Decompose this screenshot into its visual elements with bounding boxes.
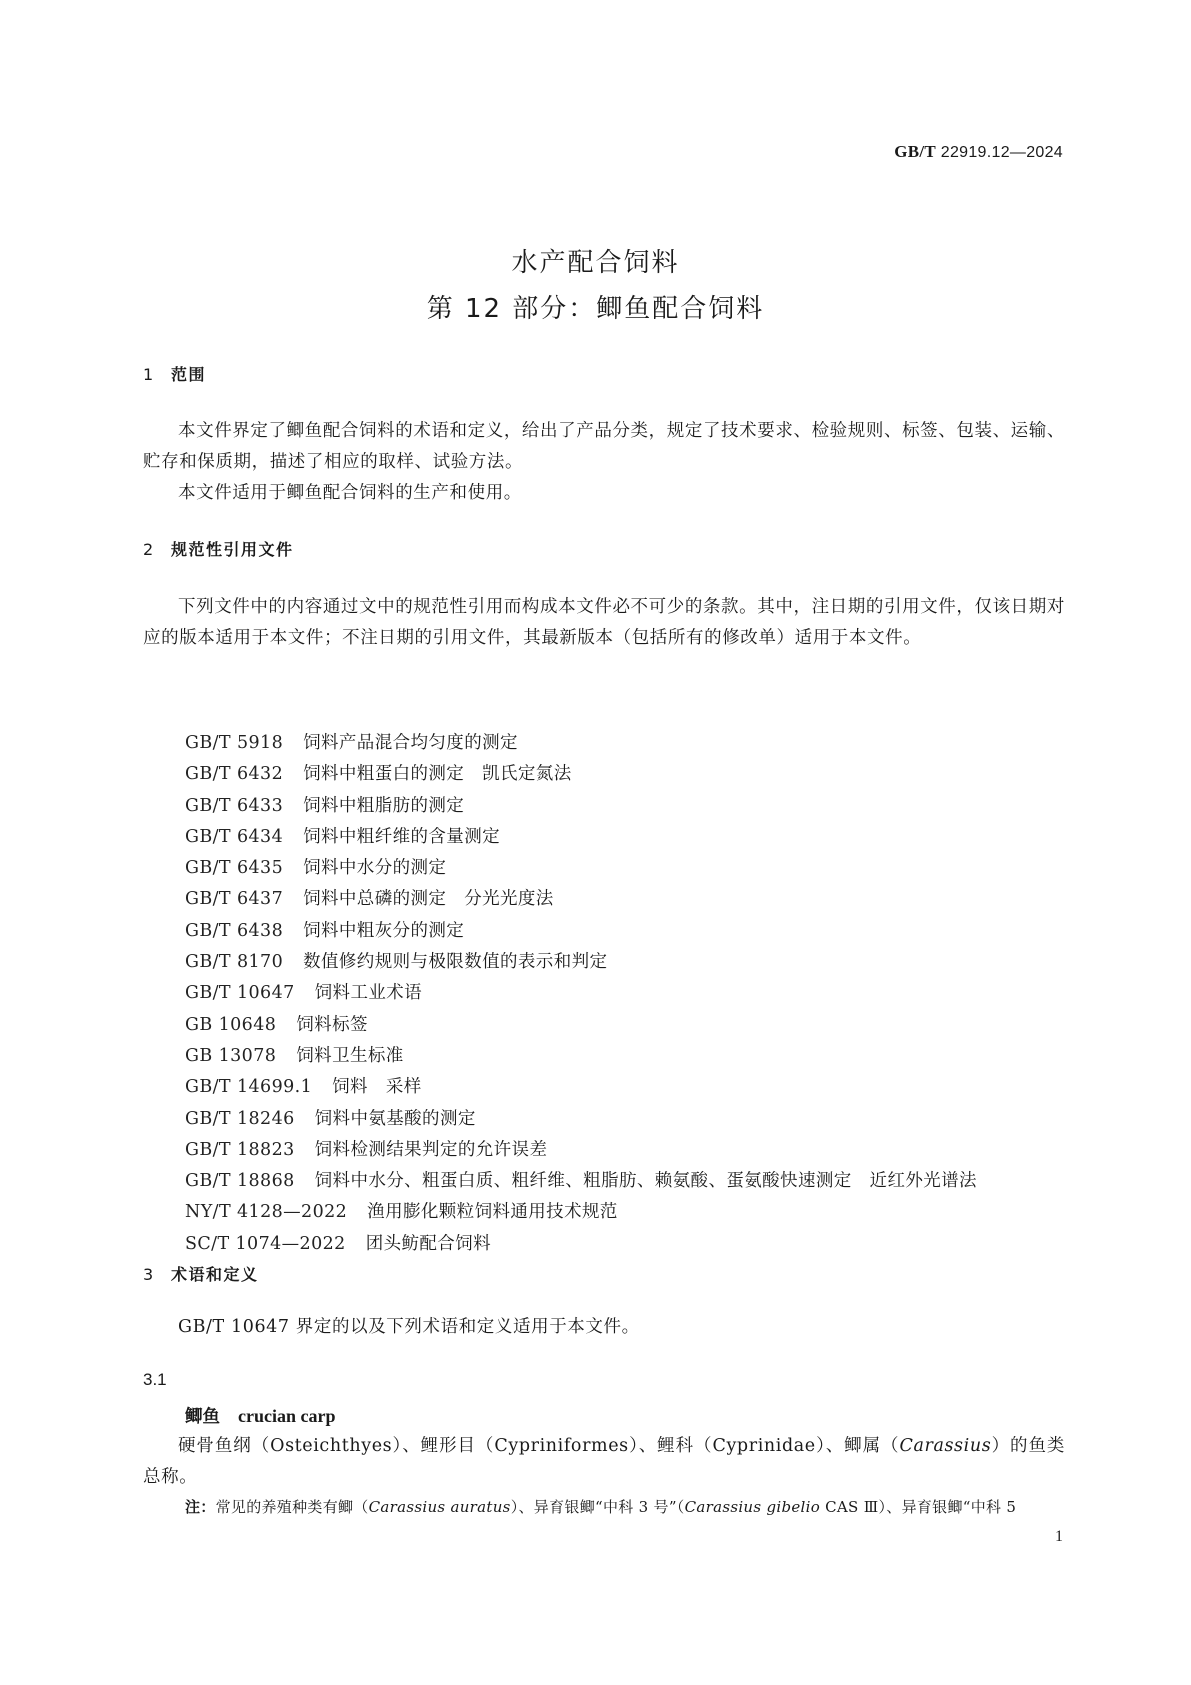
term-definition <box>143 1431 1065 1493</box>
reference-item <box>185 884 977 915</box>
term-note <box>185 1496 1065 1517</box>
term-english: crucian carp <box>238 1406 336 1426</box>
reference-item <box>185 1010 977 1041</box>
reference-item <box>185 822 977 853</box>
reference-title: 饲料中总磷的测定 分光光度法 <box>303 889 554 910</box>
reference-item <box>185 1135 977 1166</box>
reference-title: 饲料 采样 <box>332 1077 422 1098</box>
note-text: CAS Ⅲ）、异育银鲫“中科 5 <box>820 1498 1017 1516</box>
reference-item <box>185 1197 977 1228</box>
species-name: Carassius gibelio <box>684 1498 821 1516</box>
reference-item <box>185 916 977 947</box>
note-text: ）、异育银鲫“中科 3 号”（ <box>510 1498 685 1516</box>
references-intro: 下列文件中的内容通过文中的规范性引用而构成本文件必不可少的条款。其中，注日期的引用文件，仅该日期对应的版本适用于本文件；不注日期的引用文件，其最新版本（包括所有的修改单）适用于本文件。 <box>143 597 1065 648</box>
reference-code: GB 13078 <box>185 1045 277 1066</box>
reference-item <box>185 1229 977 1260</box>
reference-code: GB/T 6434 <box>185 826 284 847</box>
species-name: Carassius auratus <box>368 1498 511 1516</box>
section-heading-scope <box>143 362 206 385</box>
scope-paragraph-2: 本文件适用于鲫鱼配合饲料的生产和使用。 <box>178 483 522 503</box>
reference-code: GB/T 18868 <box>185 1171 295 1192</box>
reference-code: GB/T 6437 <box>185 889 284 910</box>
reference-code: GB/T 6432 <box>185 764 284 785</box>
reference-title: 饲料工业术语 <box>314 983 423 1004</box>
document-subtitle: 第 12 部分：鲫鱼配合饲料 <box>426 294 765 324</box>
reference-title: 饲料中粗纤维的含量测定 <box>303 826 501 847</box>
section-number: 3 <box>143 1265 155 1284</box>
section-heading-references <box>143 537 294 560</box>
terms-intro: GB/T 10647 界定的以及下列术语和定义适用于本文件。 <box>178 1317 640 1337</box>
reference-code: NY/T 4128—2022 <box>185 1202 348 1223</box>
reference-code: SC/T 1074—2022 <box>185 1233 346 1254</box>
standard-code: 22919.12—2024 <box>940 144 1063 161</box>
reference-title: 饲料中粗灰分的测定 <box>303 920 465 941</box>
reference-title: 饲料中水分的测定 <box>303 858 447 879</box>
reference-title: 饲料产品混合均匀度的测定 <box>303 733 518 753</box>
reference-code: GB/T 18246 <box>185 1108 295 1129</box>
reference-code: GB/T 8170 <box>185 952 284 973</box>
term-chinese: 鲫鱼 <box>185 1407 220 1427</box>
reference-title: 饲料标签 <box>296 1014 368 1035</box>
page-number: 1 <box>1055 1528 1063 1545</box>
reference-item <box>185 1166 977 1197</box>
reference-code: GB 10648 <box>185 1014 277 1035</box>
reference-title: 渔用膨化颗粒饲料通用技术规范 <box>367 1202 618 1223</box>
standard-prefix: GB/T <box>894 142 937 161</box>
reference-title: 饲料中水分、粗蛋白质、粗纤维、粗脂肪、赖氨酸、蛋氨酸快速测定 近红外光谱法 <box>314 1171 977 1192</box>
document-title: 水产配合饲料 <box>511 248 680 278</box>
section-heading-terms <box>143 1262 259 1285</box>
reference-title: 饲料卫生标准 <box>296 1045 404 1066</box>
reference-code: GB/T 10647 <box>185 983 295 1004</box>
definition-text-end: ）的鱼类总称。 <box>143 1436 1065 1487</box>
reference-item <box>185 759 977 790</box>
reference-code: GB/T 14699.1 <box>185 1077 313 1098</box>
reference-code: GB/T 6438 <box>185 920 284 941</box>
definition-text: 硬骨鱼纲（Osteichthyes）、鲤形目（Cypriniformes）、鲤科（Cyprinidae）、鲫属（ <box>178 1436 900 1456</box>
section-title: 规范性引用文件 <box>171 540 294 559</box>
reference-item <box>185 1041 977 1072</box>
reference-item <box>185 1072 977 1103</box>
reference-title: 饲料中粗脂肪的测定 <box>303 795 465 816</box>
section-number: 1 <box>143 365 155 384</box>
reference-item <box>185 978 977 1009</box>
reference-code: GB/T 6435 <box>185 858 284 879</box>
genus-name: Carassius <box>899 1436 992 1456</box>
reference-title: 饲料中氨基酸的测定 <box>314 1108 476 1129</box>
standard-number <box>894 142 1063 162</box>
reference-item <box>185 1104 977 1135</box>
note-text: 常见的养殖种类有鲫（ <box>215 1498 369 1516</box>
term-heading <box>185 1403 335 1428</box>
reference-code: GB/T 6433 <box>185 795 284 816</box>
section-number: 2 <box>143 540 155 559</box>
reference-item <box>185 728 977 759</box>
reference-item <box>185 853 977 884</box>
term-entry-number: 3.1 <box>143 1370 167 1389</box>
reference-title: 饲料检测结果判定的允许误差 <box>314 1139 548 1160</box>
reference-title: 团头鲂配合饲料 <box>365 1233 491 1254</box>
reference-item <box>185 947 977 978</box>
reference-code: GB/T 5918 <box>185 733 284 753</box>
scope-paragraph-1: 本文件界定了鲫鱼配合饲料的术语和定义，给出了产品分类，规定了技术要求、检验规则、标签、包装、运输、贮存和保质期，描述了相应的取样、试验方法。 <box>143 421 1065 472</box>
section-title: 术语和定义 <box>171 1265 259 1284</box>
reference-title: 饲料中粗蛋白的测定 凯氏定氮法 <box>303 764 572 785</box>
reference-title: 数值修约规则与极限数值的表示和判定 <box>303 952 608 973</box>
section-title: 范围 <box>171 365 207 384</box>
reference-item <box>185 791 977 822</box>
reference-code: GB/T 18823 <box>185 1139 295 1160</box>
reference-list <box>185 728 977 1260</box>
note-label: 注： <box>185 1498 216 1516</box>
